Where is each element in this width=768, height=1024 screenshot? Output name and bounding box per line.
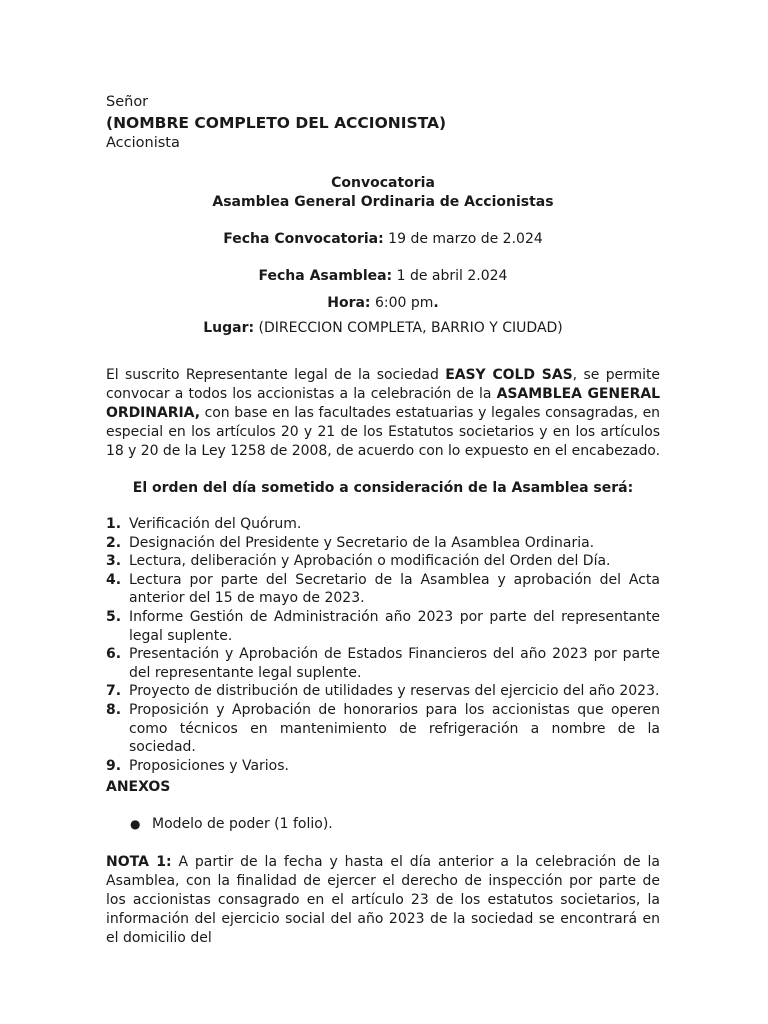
intro-part-3: con base en las facultades estatuarias y legales consagradas, en especial en los artículos 20 y 21 de los Estatutos societarios y en los artículos 18 y 20 de la Ley 1258 de 2008, de acuerdo con lo expuesto en el encabezado. <box>106 405 660 459</box>
agenda-item-number: 1. <box>106 516 122 532</box>
agenda-item-text: Lectura, deliberación y Aprobación o modificación del Orden del Día. <box>129 553 611 570</box>
convocation-date <box>106 230 660 249</box>
agenda-heading: El orden del día sometido a consideración de la Asamblea será: <box>132 480 634 496</box>
document-title <box>106 174 660 212</box>
agenda-item-number: 8. <box>106 701 122 718</box>
convocation-date-value: 19 de marzo de 2.024 <box>383 231 543 247</box>
agenda-item-text: Presentación y Aprobación de Estados Financieros del año 2023 por parte del representante legal suplente. <box>129 646 660 681</box>
note-paragraph <box>106 853 660 948</box>
convocation-date-label: Fecha Convocatoria: <box>223 231 384 247</box>
assembly-time <box>106 294 660 313</box>
assembly-date-value: 1 de abril 2.024 <box>392 268 508 284</box>
agenda-item-number: 3. <box>106 553 122 570</box>
agenda-item-number: 5. <box>106 608 122 625</box>
agenda-item <box>106 608 660 645</box>
assembly-time-value: 6:00 pm <box>370 295 434 311</box>
addressee-block <box>106 93 660 153</box>
title-line-1: Convocatoria <box>331 175 435 191</box>
bullet-icon: ● <box>130 817 141 831</box>
agenda-item-number: 2. <box>106 534 122 551</box>
intro-part-1: El suscrito Representante legal de la sociedad <box>106 367 446 383</box>
salutation: Señor <box>106 94 149 110</box>
intro-part-2: , se permite convocar a todos los accionistas a la celebración de la <box>106 367 660 402</box>
assembly-place-value: (DIRECCION COMPLETA, BARRIO Y CIUDAD) <box>254 320 563 336</box>
annexes-list <box>106 815 660 834</box>
agenda-item <box>106 757 660 776</box>
agenda-item-text: Designación del Presidente y Secretario de la Asamblea Ordinaria. <box>129 534 595 551</box>
title-line-2: Asamblea General Ordinaria de Accionistas <box>212 194 554 210</box>
agenda-item <box>106 571 660 608</box>
annex-item: Modelo de poder (1 folio). <box>152 816 333 832</box>
agenda-item-text: Proyecto de distribución de utilidades y reservas del ejercicio del año 2023. <box>129 683 660 700</box>
shareholder-role: Accionista <box>106 135 180 151</box>
agenda-item-number: 9. <box>106 757 122 774</box>
agenda-item-number: 4. <box>106 571 122 588</box>
assembly-time-label: Hora: <box>327 295 371 311</box>
agenda-item <box>106 682 660 701</box>
agenda-item-number: 6. <box>106 646 122 663</box>
assembly-place-label: Lugar: <box>203 320 255 336</box>
agenda-item <box>106 701 660 757</box>
agenda-list <box>106 515 660 775</box>
agenda-item-text: Proposición y Aprobación de honorarios para los accionistas que operen como técnicos en mantenimiento de refrigeración a nombre de la sociedad. <box>129 701 660 756</box>
agenda-item <box>106 534 660 553</box>
company-name: EASY COLD SAS <box>445 367 573 383</box>
intro-paragraph <box>106 366 660 461</box>
shareholder-name: (NOMBRE COMPLETO DEL ACCIONISTA) <box>106 114 447 132</box>
agenda-item-text: Proposiciones y Varios. <box>129 757 289 774</box>
agenda-item-text: Informe Gestión de Administración año 2023 por parte del representante legal suplente. <box>129 608 660 644</box>
annexes-heading: ANEXOS <box>106 779 171 795</box>
assembly-time-dot: . <box>433 295 439 311</box>
note-text: A partir de la fecha y hasta el día anterior a la celebración de la Asamblea, con la finalidad de ejercer el derecho de inspección por parte de los accionistas consagrado en el artículo 23 de los estatutos societarios, la información del ejercicio social del año 2023 de la sociedad se encontrará en el domicilio del <box>106 854 660 946</box>
agenda-item <box>106 552 660 571</box>
agenda-item-number: 7. <box>106 683 122 700</box>
agenda-item-text: Lectura por parte del Secretario de la Asamblea y aprobación del Acta anterior del 15 de mayo de 2023. <box>129 571 660 607</box>
assembly-type: ASAMBLEA GENERAL ORDINARIA, <box>106 386 660 421</box>
note-label: NOTA 1: <box>106 854 172 870</box>
agenda-item <box>106 515 660 534</box>
agenda-item-text: Verificación del Quórum. <box>129 516 302 532</box>
assembly-date-label: Fecha Asamblea: <box>258 268 393 284</box>
agenda-item <box>106 645 660 682</box>
assembly-date <box>106 267 660 286</box>
assembly-place <box>106 319 660 338</box>
